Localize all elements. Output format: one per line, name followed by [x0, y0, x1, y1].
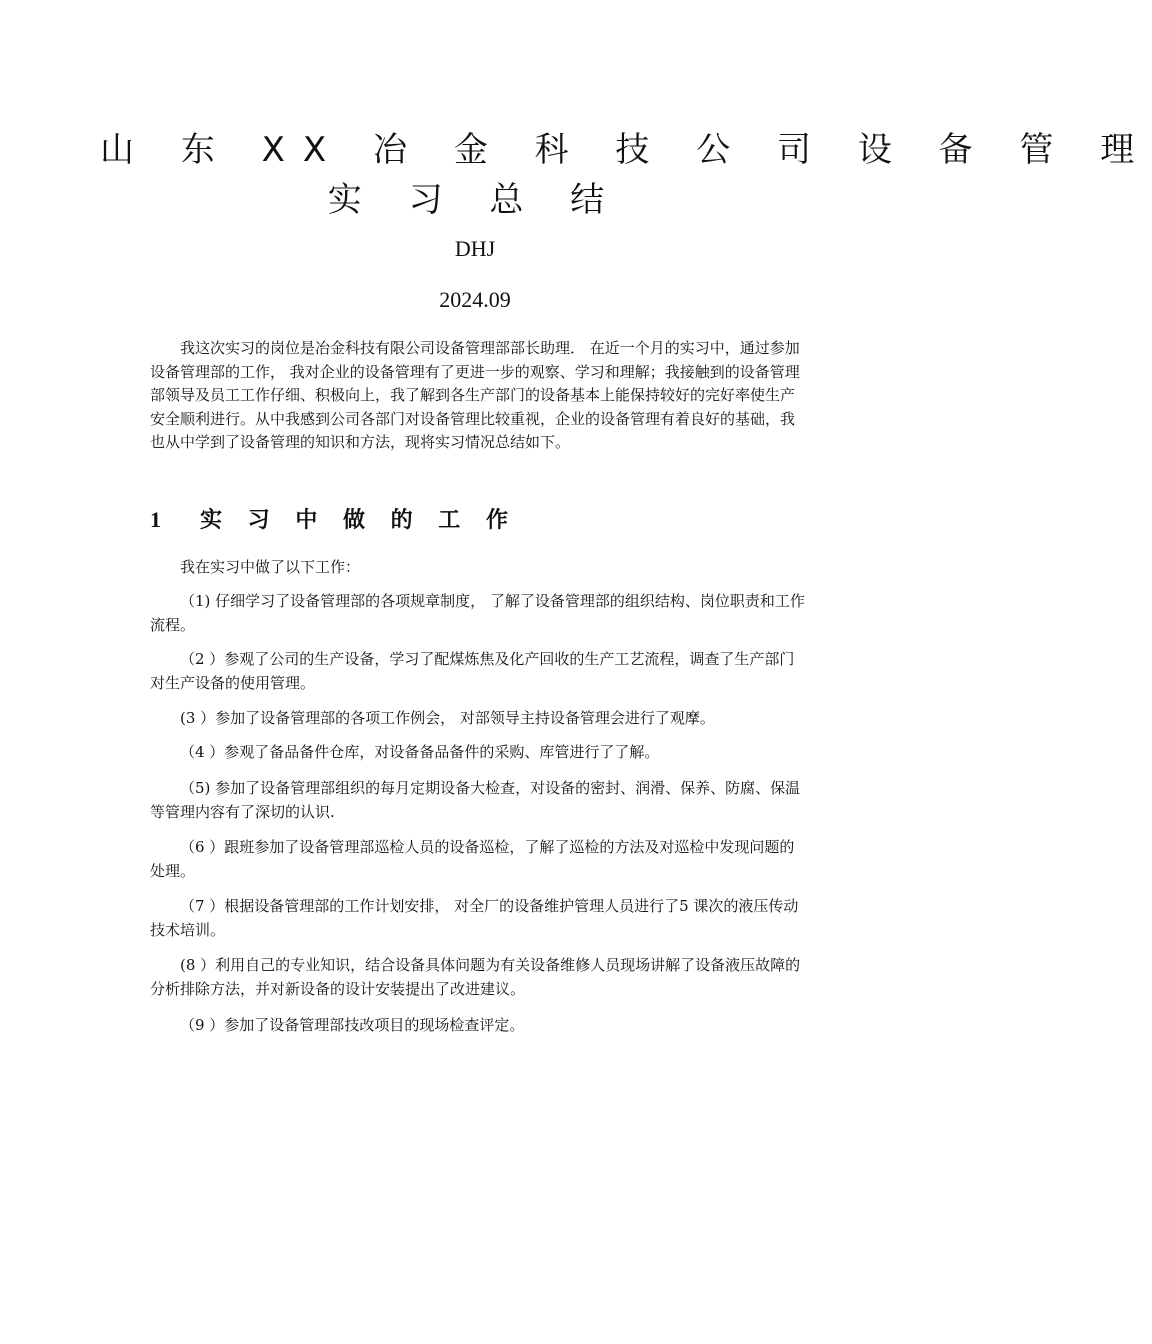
intro-paragraph: 我这次实习的岗位是冶金科技有限公司设备管理部部长助理． 在近一个月的实习中，通过参加设备管理部的工作， 我对企业的设备管理有了更进一步的观察、学习和理解；我接触到的设备管理部领导及员工工作仔细、积极向上，我了解到各生产部门的设备基本上能保持较好的完好率使生产安全顺利进行。从中我感到公司各部门对设备管理比较重视，企业的设备管理有着良好的基础，我也从中学到了设备管理的知识和方法，现将实习情况总结如下。: [150, 339, 800, 451]
section-number: 1: [150, 507, 161, 532]
work-item-9: （9 ）参加了设备管理部技改项目的现场检查评定。: [180, 1016, 525, 1034]
document-title-line2: 实 习 总 结: [327, 180, 623, 220]
document-title-line1: 山 东 XX 冶 金 科 技 公 司 设 备 管 理: [100, 130, 1152, 170]
section-lead-paragraph: 我在实习中做了以下工作：: [180, 558, 361, 576]
work-item-2: （2 ）参观了公司的生产设备，学习了配煤炼焦及化产回收的生产工艺流程，调查了生产部门对生产设备的使用管理。: [150, 650, 795, 692]
work-item-7: （7 ）根据设备管理部的工作计划安排， 对全厂的设备维护管理人员进行了5 课次的液压传动技术培训。: [150, 897, 799, 939]
work-item-5: （5) 参加了设备管理部组织的每月定期设备大检查，对设备的密封、润滑、保养、防腐、保温等管理内容有了深切的认识.: [150, 779, 801, 821]
document-date: 2024.09: [439, 287, 511, 312]
work-item-1: （1) 仔细学习了设备管理部的各项规章制度， 了解了设备管理部的组织结构、岗位职责和工作流程。: [150, 592, 805, 634]
work-item-6: （6 ）跟班参加了设备管理部巡检人员的设备巡检，了解了巡检的方法及对巡检中发现问题的处理。: [150, 838, 795, 880]
work-item-4: （4 ）参观了备品备件仓库，对设备备品备件的采购、库管进行了了解。: [180, 743, 660, 761]
work-item-8: (8 ）利用自己的专业知识，结合设备具体问题为有关设备维修人员现场讲解了设备液压故障的分析排除方法，并对新设备的设计安装提出了改进建议。: [150, 956, 801, 998]
document-author: DHJ: [454, 236, 496, 261]
section-heading: [150, 505, 517, 536]
section-title: 实 习 中 做 的 工 作: [200, 508, 517, 533]
work-item-3: (3 ）参加了设备管理部的各项工作例会， 对部领导主持设备管理会进行了观摩。: [180, 709, 715, 727]
